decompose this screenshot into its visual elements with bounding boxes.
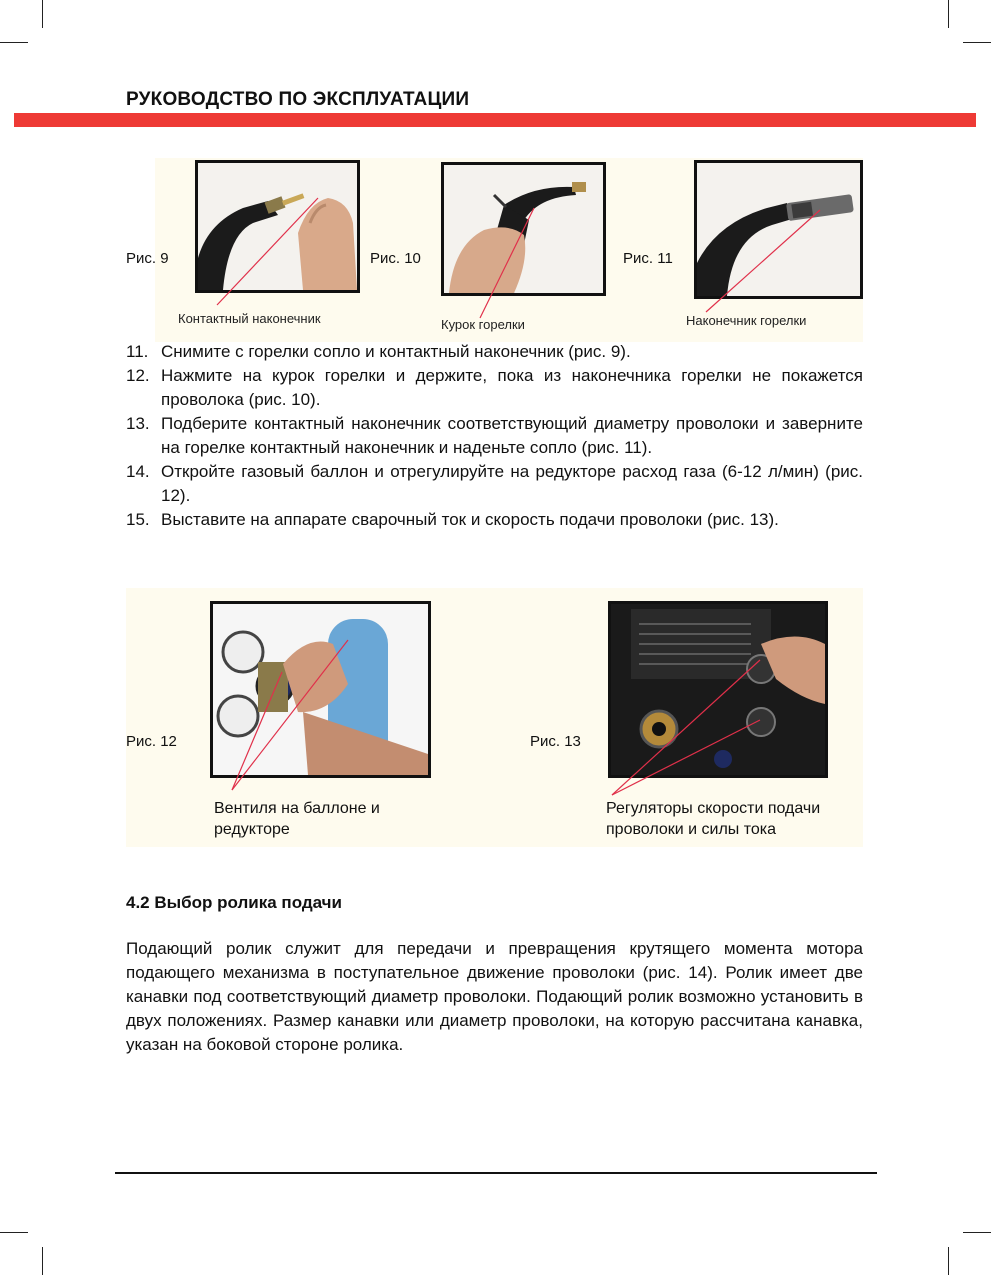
list-item [126, 412, 863, 460]
step-number: 14. [126, 462, 150, 481]
pointer-line-fig13b [612, 720, 760, 795]
figure-caption-10: Рис. 10 [370, 250, 421, 267]
figure-label-12 [214, 798, 380, 840]
pointer-line-fig12b [232, 640, 348, 790]
figure-caption-12: Рис. 12 [126, 733, 177, 750]
figure-label-13-line1: Регуляторы скорости подачи [606, 800, 821, 817]
figure-label-12-line1: Вентиля на баллоне и [214, 800, 380, 817]
step-number: 11. [126, 342, 149, 361]
figure-label-13-line2: проволоки и силы тока [606, 821, 777, 838]
crop-mark [42, 1247, 43, 1275]
pointer-line-fig11 [706, 210, 820, 312]
figure-caption-13: Рис. 13 [530, 733, 581, 750]
section-heading: 4.2 Выбор ролика подачи [126, 893, 342, 912]
crop-mark [948, 1247, 949, 1275]
figure-caption-9: Рис. 9 [126, 250, 169, 267]
figure-label-10: Курок горелки [441, 317, 525, 332]
step-text: Откройте газовый баллон и отрегулируйте на редукторе расход газа (6-12 л/мин) (рис. 12). [161, 462, 863, 505]
step-text: Выставите на аппарате сварочный ток и скорость подачи проволоки (рис. 13). [161, 510, 779, 529]
section-paragraph: Подающий ролик служит для передачи и превращения крутящего момента мотора подающего механизма в поступательное движение проволоки (рис. 14). Ролик имеет две канавки под соответствующий диаметр проволоки. Подающий ролик возможно установить в двух положениях. Размер канавки или диаметр проволоки, на которую рассчитана канавка, указан на боковой стороне ролика. [126, 939, 863, 1054]
setup-steps-list [126, 340, 863, 532]
list-item [126, 364, 863, 412]
crop-mark [0, 1232, 28, 1233]
list-item [126, 340, 863, 364]
figure-label-12-line2: редукторе [214, 821, 290, 838]
figure-label-9: Контактный наконечник [178, 311, 321, 326]
step-text: Подберите контактный наконечник соответствующий диаметру проволоки и заверните на горелке контактный наконечник и наденьте сопло (рис. 11). [161, 414, 863, 457]
step-number: 12. [126, 366, 150, 385]
pointer-lines-bottom [0, 580, 991, 820]
step-number: 15. [126, 510, 150, 529]
pointer-line-fig12a [232, 672, 282, 790]
step-text: Нажмите на курок горелки и держите, пока из наконечника горелки не покажется проволока (рис. 10). [161, 366, 863, 409]
figure-label-13 [606, 798, 820, 840]
figure-caption-11: Рис. 11 [623, 250, 673, 267]
pointer-line-fig13a [612, 660, 760, 795]
pointer-line-fig10 [480, 208, 534, 318]
pointer-line-fig9 [217, 198, 318, 305]
list-item [126, 508, 863, 532]
footer-divider [115, 1172, 877, 1174]
step-text: Снимите с горелки сопло и контактный наконечник (рис. 9). [161, 342, 631, 361]
list-item [126, 460, 863, 508]
crop-mark [963, 1232, 991, 1233]
step-number: 13. [126, 414, 150, 433]
figure-label-11: Наконечник горелки [686, 313, 807, 328]
page-header-title: РУКОВОДСТВО ПО ЭКСПЛУАТАЦИИ [126, 89, 470, 110]
